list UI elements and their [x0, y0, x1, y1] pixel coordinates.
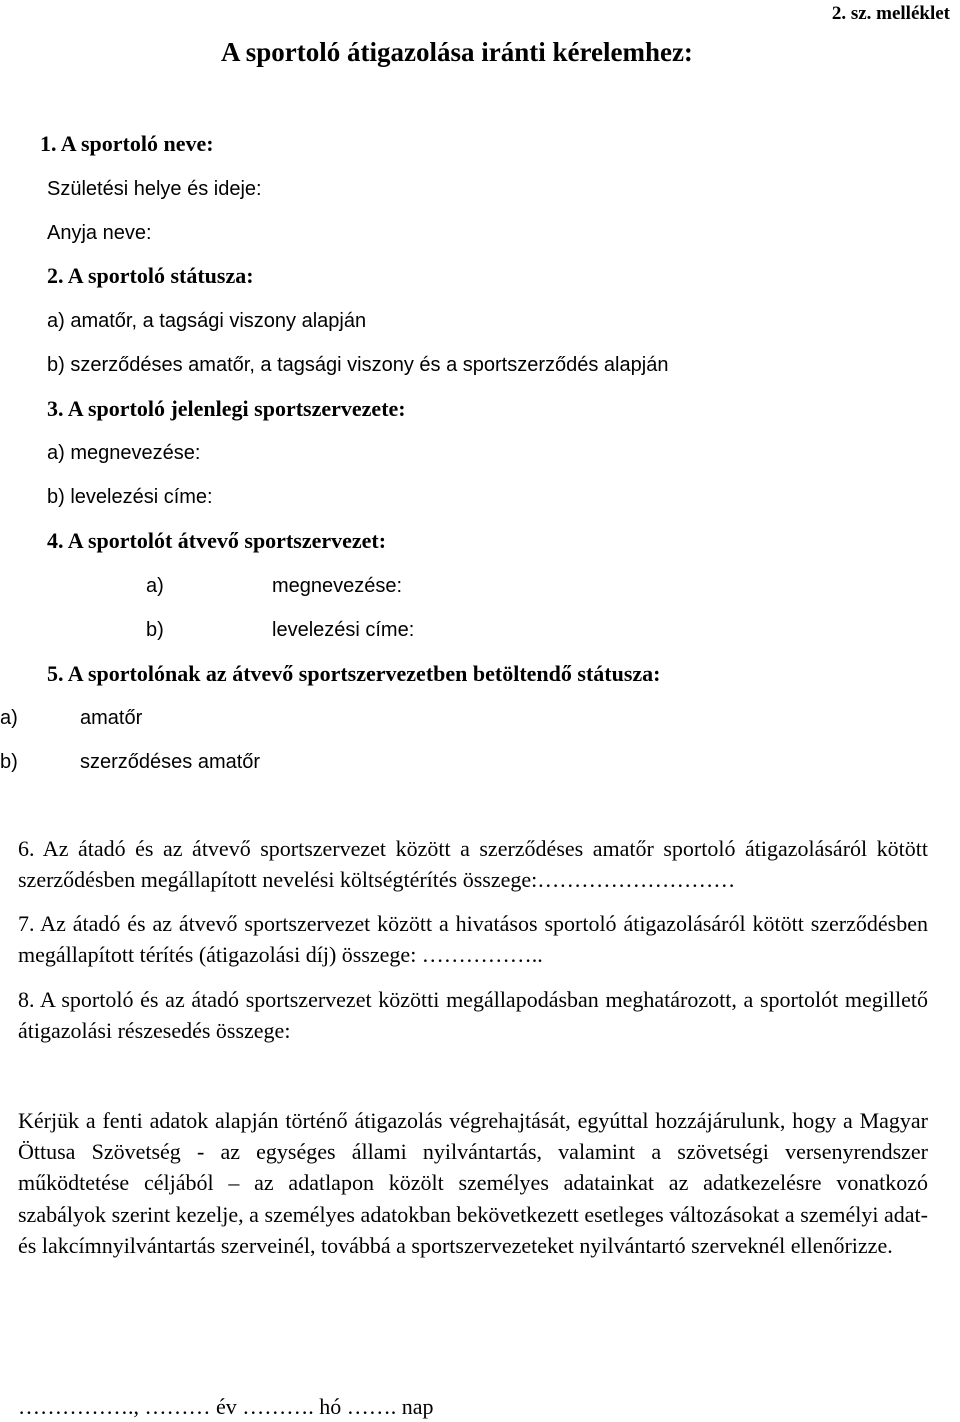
- current-club-address-label: b) levelezési címe:: [47, 486, 213, 508]
- consent-request-paragraph: Kérjük a fenti adatok alapján történő átigazolás végrehajtását, egyúttal hozzájárulunk, hogy a Magyar Öttusa Szövetség - az egységes állami nyilvántartás, valamint a szövetségi versenyrendszer működtetése céljából – az adatlapon közölt személyes adatainkat az adatkezelésre vonatkozó szabályok szerint kezelje, a személyes adatokban bekövetkezett esetleges változásokat a személyi adat- és lakcímnyilvántartás szerveinél, továbbá a sportszervezeteket nyilvántartó szerveknél ellenőrizze.: [18, 1108, 928, 1258]
- new-status-marker-a: a): [0, 707, 18, 729]
- section-5-heading: 5. A sportolónak az átvevő sportszervezetben betöltendő státusza:: [47, 661, 661, 686]
- section-7-paragraph: 7. Az átadó és az átvevő sportszervezet között a hivatásos sportoló átigazolásáról kötött szerződésben megállapított térítés (átigazolási díj) összege: ……………..: [18, 911, 928, 968]
- status-option-b: b) szerződéses amatőr, a tagsági viszony és a sportszerződés alapján: [47, 354, 669, 376]
- page-title: A sportoló átigazolása iránti kérelemhez:: [221, 37, 693, 67]
- birth-place-date-label: Születési helye és ideje:: [47, 178, 262, 200]
- section-2-heading: 2. A sportoló státusza:: [47, 263, 254, 288]
- new-status-contract-amateur: szerződéses amatőr: [80, 751, 261, 773]
- current-club-name-label: a) megnevezése:: [47, 442, 201, 464]
- new-status-marker-b: b): [0, 751, 18, 773]
- mother-name-label: Anyja neve:: [47, 222, 152, 244]
- section-3-heading: 3. A sportoló jelenlegi sportszervezete:: [47, 396, 406, 421]
- date-line: ……………., ……… év ………. hó ……. nap: [18, 1394, 434, 1419]
- new-club-address-label: levelezési címe:: [272, 619, 415, 641]
- section-8-paragraph: 8. A sportoló és az átadó sportszervezet közötti megállapodásban meghatározott, a sportolót megillető átigazolási részesedés összege:: [18, 987, 928, 1044]
- new-status-amateur: amatőr: [80, 707, 143, 729]
- new-club-marker-a: a): [146, 575, 164, 597]
- section-4-heading: 4. A sportolót átvevő sportszervezet:: [47, 528, 387, 553]
- section-1-heading: 1. A sportoló neve:: [40, 131, 214, 156]
- status-option-a: a) amatőr, a tagsági viszony alapján: [47, 310, 367, 332]
- new-club-marker-b: b): [146, 619, 164, 641]
- annex-label: 2. sz. melléklet: [831, 3, 950, 24]
- new-club-name-label: megnevezése:: [272, 575, 403, 597]
- section-6-paragraph: 6. Az átadó és az átvevő sportszervezet között a szerződéses amatőr sportoló átigazolásáról kötött szerződésben megállapított nevelési költségtérítés összege:………………………: [18, 836, 928, 893]
